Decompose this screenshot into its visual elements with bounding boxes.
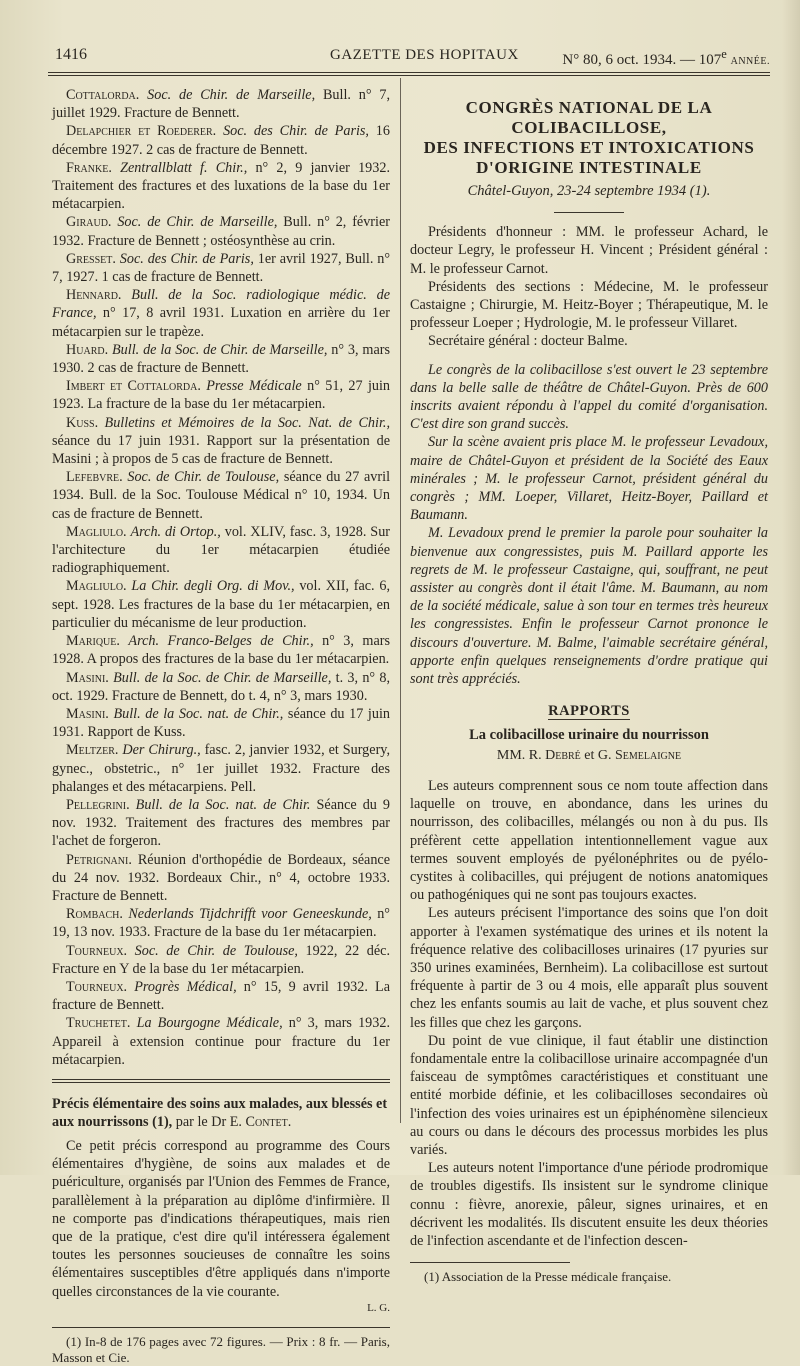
reference-detail: n° 3, mars 1932. Appareil à extension continue pour fracture du 1er métacarpien. bbox=[52, 1015, 390, 1068]
reference-source: Soc. de Chir. de Marseille, bbox=[117, 214, 278, 231]
reference-entry bbox=[52, 414, 390, 469]
reference-detail: t. 3, n° 8, oct. 1929. Fracture de Bennett, do t. 4, n° 3, mars 1930. bbox=[52, 669, 391, 704]
issue-info: N° 80, 6 oct. 1934. — 107e ANNÉE. bbox=[562, 47, 770, 68]
reference-entry bbox=[52, 523, 390, 578]
reference-author: Truchetet. bbox=[66, 1015, 131, 1032]
reference-author: Delapchier et Roederer. bbox=[66, 123, 217, 140]
reference-entry bbox=[52, 705, 390, 741]
reference-entry bbox=[52, 577, 390, 632]
congress-title-line-1: CONGRÈS NATIONAL DE LA COLIBACILLOSE, bbox=[465, 98, 713, 137]
reference-detail: 1922, 22 déc. Fracture en Y de la base du 1er métacarpien. bbox=[52, 942, 390, 977]
reference-detail: 1er avril 1927, Bull. n° 7, 1927. 1 cas de fracture de Bennett. bbox=[52, 250, 391, 286]
reference-detail: séance du 17 juin 1931. Rapport sur la présentation de Masini ; à propos de 5 cas de fracture de Bennett. bbox=[52, 432, 390, 468]
footnote: (1) In-8 de 176 pages avec 72 figures. — Prix : 8 fr. — Paris, Masson et Cie. bbox=[52, 1334, 390, 1365]
book-review-title: Précis élémentaire des soins aux malades, aux blessés et aux nourrissons (1), par le Dr E. Contet. bbox=[52, 1095, 388, 1130]
reference-entry bbox=[52, 851, 390, 906]
stage-paragraph: Sur la scène avaient pris place M. le professeur Levadoux, maire de Châtel-Guyon et président de la Société des Eaux minérales ; M. le professeur Carnot, président général du congrès ; MM. Loeper, Villaret, Heitz-Boyer, Paillard et Baumann. bbox=[410, 434, 768, 524]
reference-author: Imbert et Cottalorda. bbox=[66, 378, 201, 395]
reference-detail: n° 51, 27 juin 1923. La fracture de la base du 1er métacarpien. bbox=[52, 378, 391, 413]
reference-detail: Bull. n° 2, février 1932. Fracture de Bennett ; ostéosynthèse au crin. bbox=[52, 214, 390, 249]
reference-author: Cottalorda. bbox=[66, 87, 140, 103]
reference-detail: n° 3, mars 1928. A propos des fractures de la base du 1er métacarpien. bbox=[52, 633, 390, 668]
article-paragraph-1: Les auteurs comprennent sous ce nom toute affection dans laquelle on trouve, en abondance, dans les urines du nourrisson, des colibacilles, mélangés ou non à du pus. Ils préfèrent cette appellation intentionnellement vague aux termes souvent employés de pyélonéphrites ou de pyélo-cystites à colibacilles, qui préjugent de notions anatomiques ou pathogéniques qui ne sont pas toujours exactes. bbox=[410, 777, 768, 904]
reference-author: Tourneux. bbox=[66, 978, 128, 995]
reference-author: Giraud. bbox=[66, 214, 112, 231]
page-number: 1416 bbox=[55, 46, 87, 63]
reference-entry bbox=[52, 741, 390, 796]
bibliography bbox=[52, 86, 390, 1069]
footnote: (1) Association de la Presse médicale française. bbox=[424, 1269, 672, 1285]
honor-presidents: Présidents d'honneur : MM. le professeur Achard, le docteur Legry, le professeur H. Vincent ; Président général : M. le professeur Carnot. bbox=[410, 224, 768, 277]
reference-detail: Bull. n° 7, juillet 1929. Fracture de Bennett. bbox=[52, 87, 391, 122]
speech-paragraph: M. Levadoux prend le premier la parole pour souhaiter la bienvenue aux congressistes, puis M. Paillard apporte les regrets de M. le professeur Castaigne, qui, souffrant, ne peut assister au congrès dont il était l'âme. M. Baumann, au nom de la société médicale, salue à son tour en termes très heureux les congressistes. Enfin le professeur Carnot prononce le discours d'ouverture. M. Balme, l'aimable secrétaire général, apporte enfin quelques renseignements d'ordre pratique qui sont très appréciés. bbox=[410, 525, 768, 688]
reference-detail: vol. XLIV, fasc. 3, 1928. Sur l'architecture du 1er métacarpien étudiée radiographiquement. bbox=[52, 523, 391, 577]
reference-author: Franke. bbox=[66, 159, 112, 176]
footnote-rule bbox=[410, 1262, 570, 1263]
reference-detail: fasc. 2, janvier 1932, et Surgery, gynec., obstetric., n° 1er juillet 1932. Fracture des phalanges et des métacarpiens. Pell. bbox=[52, 742, 391, 795]
reference-detail: n° 15, 9 avril 1932. La fracture de Bennett. bbox=[52, 978, 391, 1014]
reference-source: Bull. de la Soc. radiologique médic. de France, bbox=[52, 287, 390, 322]
reference-entry bbox=[52, 942, 390, 978]
reference-detail: Séance du 9 nov. 1932. Traitement des fractures des membres par l'achet de forgeron. bbox=[52, 796, 390, 850]
left-column bbox=[52, 86, 390, 1366]
column-divider bbox=[400, 78, 401, 1123]
reference-entry bbox=[52, 1014, 390, 1069]
congress-title-line-2: DES INFECTIONS ET INTOXICATIONS bbox=[423, 138, 755, 157]
reference-source: Der Chirurg., bbox=[122, 742, 201, 759]
congress-subtitle: Châtel-Guyon, 23-24 septembre 1934 (1). bbox=[467, 183, 711, 199]
reference-entry bbox=[52, 632, 390, 668]
reference-source: Soc. des Chir. de Paris, bbox=[223, 123, 369, 140]
reference-source: Zentrallblatt f. Chir., bbox=[120, 159, 248, 176]
reference-detail: séance du 17 juin 1931. Rapport de Kuss. bbox=[52, 705, 390, 741]
reference-author: Hennard. bbox=[66, 287, 122, 304]
article-authors: MM. R. Debré et G. Semelaigne bbox=[496, 747, 682, 763]
general-secretary: Secrétaire général : docteur Balme. bbox=[428, 333, 628, 350]
reference-detail: séance du 27 avril 1934. Bull. de la Soc. Toulouse Médical n° 10, 1934. Un cas de fracture de Bennett. bbox=[52, 469, 391, 522]
reference-entry bbox=[52, 122, 390, 158]
reference-entry bbox=[52, 796, 390, 851]
reference-entry bbox=[52, 905, 390, 941]
reference-entry bbox=[52, 377, 390, 413]
reference-detail: n° 2, 9 janvier 1932. Traitement des fractures et des luxations de la base du 1er métacarpien. bbox=[52, 159, 391, 213]
reference-detail: vol. XII, fac. 6, sept. 1928. Les fractures de la base du 1er métacarpien, en particulier du mécanisme de leur production. bbox=[52, 578, 390, 631]
reference-author: Magliulo. bbox=[66, 523, 127, 540]
reference-author: Kuss. bbox=[66, 414, 99, 431]
right-column bbox=[410, 98, 768, 1285]
reference-source: Bull. de la Soc. de Chir. de Marseille, bbox=[112, 341, 328, 358]
reference-detail: n° 19, 13 nov. 1933. Fracture de la base du 1er métacarpien. bbox=[52, 906, 390, 941]
reference-author: Petrignani. bbox=[66, 851, 132, 868]
book-review-text: Ce petit précis correspond au programme des Cours élémentaires d'hygiène, de soins aux malades et de puériculture, organisés par l'Union des Femmes de France, parallèlement à la préparation au diplôme d'infirmière. Il ne comporte pas d'indications thérapeutiques, mais rien que de la pratique, c'est dire qu'il intéressera également toutes les personnes soucieuses de connaître les soins élémentaires susceptibles d'être appliqués dans n'importe quelles circonstances de la vie courante. bbox=[52, 1137, 390, 1300]
reference-author: Rombach. bbox=[66, 906, 123, 923]
reference-author: Meltzer. bbox=[66, 742, 119, 759]
reference-source: Progrès Médical, bbox=[134, 978, 237, 995]
reference-entry bbox=[52, 468, 390, 523]
reference-author: Tourneux. bbox=[66, 942, 128, 959]
reference-entry bbox=[52, 978, 390, 1014]
reference-detail: n° 17, 8 avril 1931. Luxation en arrière du 1er métacarpien sur le trapèze. bbox=[52, 305, 390, 340]
reference-entry bbox=[52, 286, 390, 341]
reference-author: Masini. bbox=[66, 705, 109, 722]
reference-detail: 16 décembre 1927. 2 cas de fracture de Bennett. bbox=[52, 123, 390, 158]
reference-source: La Bourgogne Médicale, bbox=[136, 1015, 283, 1032]
review-signature: L. G. bbox=[367, 1301, 390, 1314]
header-rule bbox=[48, 72, 770, 73]
reference-source: Soc. de Chir. de Toulouse, bbox=[134, 942, 298, 959]
reference-author: Gresset. bbox=[66, 250, 116, 267]
reference-entry bbox=[52, 86, 390, 122]
reference-source: Presse Médicale bbox=[206, 378, 302, 395]
reference-entry bbox=[52, 250, 390, 286]
section-divider bbox=[52, 1079, 390, 1083]
short-rule bbox=[554, 212, 624, 213]
reference-author: Marique. bbox=[66, 633, 120, 650]
reference-source: Bulletins et Mémoires de la Soc. Nat. de Chir., bbox=[104, 414, 391, 431]
opening-paragraph: Le congrès de la colibacillose s'est ouvert le 23 septembre dans la belle salle de théâtre de Châtel-Guyon. Près de 600 inscrits avaient répondu à l'appel du comité d'organisation. C'est dire son grand succès. bbox=[410, 361, 768, 433]
reference-entry bbox=[52, 159, 390, 214]
header-rule-2 bbox=[48, 75, 770, 76]
reference-author: Masini. bbox=[66, 669, 109, 686]
article-paragraph-3: Du point de vue clinique, il faut établir une distinction fondamentale entre la colibacillose urinaire accompagnée d'un faisceau de symptômes caractéristiques et constituant une entité morbide définie, et les colibacilloses secondaires où l'infection des voies urinaires est un épiphénomène silencieux au cours ou dans le décours des processus morbides les plus variés. bbox=[410, 1032, 768, 1158]
journal-title: GAZETTE DES HOPITAUX bbox=[330, 47, 519, 63]
article-paragraph-2: Les auteurs précisent l'importance des soins que l'on doit apporter à l'examen systématique des urines et ils notent la fréquence relative des colibacilloses urinaires (17 pyuries sur 350 urines examinées, Bernheim). La colibacillose est surtout fréquente à partir de 3 ou 4 mois, elle apparaît plus souvent chez les enfants soumis au lait de vache, et plus souvent chez les filles que chez les garçons. bbox=[410, 905, 768, 1031]
article-title: La colibacillose urinaire du nourrisson bbox=[469, 727, 709, 744]
reference-source: Bull. de la Soc. nat. de Chir. bbox=[135, 796, 311, 813]
reference-source: Bull. de la Soc. nat. de Chir., bbox=[113, 705, 284, 722]
reference-source: Soc. de Chir. de Marseille, bbox=[147, 87, 316, 103]
reference-source: Soc. de Chir. de Toulouse, bbox=[127, 469, 280, 486]
footnote-rule bbox=[52, 1327, 390, 1328]
reference-source: Soc. des Chir. de Paris, bbox=[119, 250, 254, 267]
reference-author: Lefebvre. bbox=[66, 469, 123, 486]
rapports-heading: RAPPORTS bbox=[548, 703, 630, 720]
reference-source: Arch. Franco-Belges de Chir., bbox=[128, 633, 314, 650]
section-presidents: Présidents des sections : Médecine, M. le professeur Castaigne ; Chirurgie, M. Heitz-Boyer ; Thérapeutique, M. le professeur Loeper ; Hydrologie, M. le professeur Villaret. bbox=[410, 278, 768, 332]
reference-source: Arch. di Ortop., bbox=[130, 523, 221, 540]
reference-author: Huard. bbox=[66, 341, 109, 358]
reference-source: La Chir. degli Org. di Mov., bbox=[131, 578, 295, 595]
reference-entry bbox=[52, 213, 390, 249]
reference-source: Bull. de la Soc. de Chir. de Marseille, bbox=[113, 669, 332, 686]
reference-author: Pellegrini. bbox=[66, 796, 130, 813]
page-edge-shadow bbox=[782, 0, 800, 1175]
reference-author: Magliulo. bbox=[66, 578, 127, 595]
reference-source: Nederlands Tijdchrifft voor Geneeskunde, bbox=[128, 906, 372, 923]
congress-title-line-3: D'ORIGINE INTESTINALE bbox=[476, 158, 702, 177]
article-paragraph-4: Les auteurs notent l'importance d'une période prodromique de troubles digestifs. Ils insistent sur le syndrome clinique connu : fièvre, anorexie, pâleur, signes urinaires, et en décrivent les modalités. Ils discutent ensuite les deux théories de l'infection ascendante et de l'infection descen- bbox=[410, 1160, 768, 1249]
reference-detail: n° 3, mars 1930. 2 cas de fracture de Bennett. bbox=[52, 341, 391, 377]
page-header bbox=[55, 40, 770, 70]
reference-entry bbox=[52, 341, 390, 377]
reference-detail: Réunion d'orthopédie de Bordeaux, séance du 24 nov. 1932. Bordeaux Chir., n° 4, octobre 1933. Fracture de Bennett. bbox=[52, 851, 391, 904]
reference-entry bbox=[52, 669, 390, 705]
